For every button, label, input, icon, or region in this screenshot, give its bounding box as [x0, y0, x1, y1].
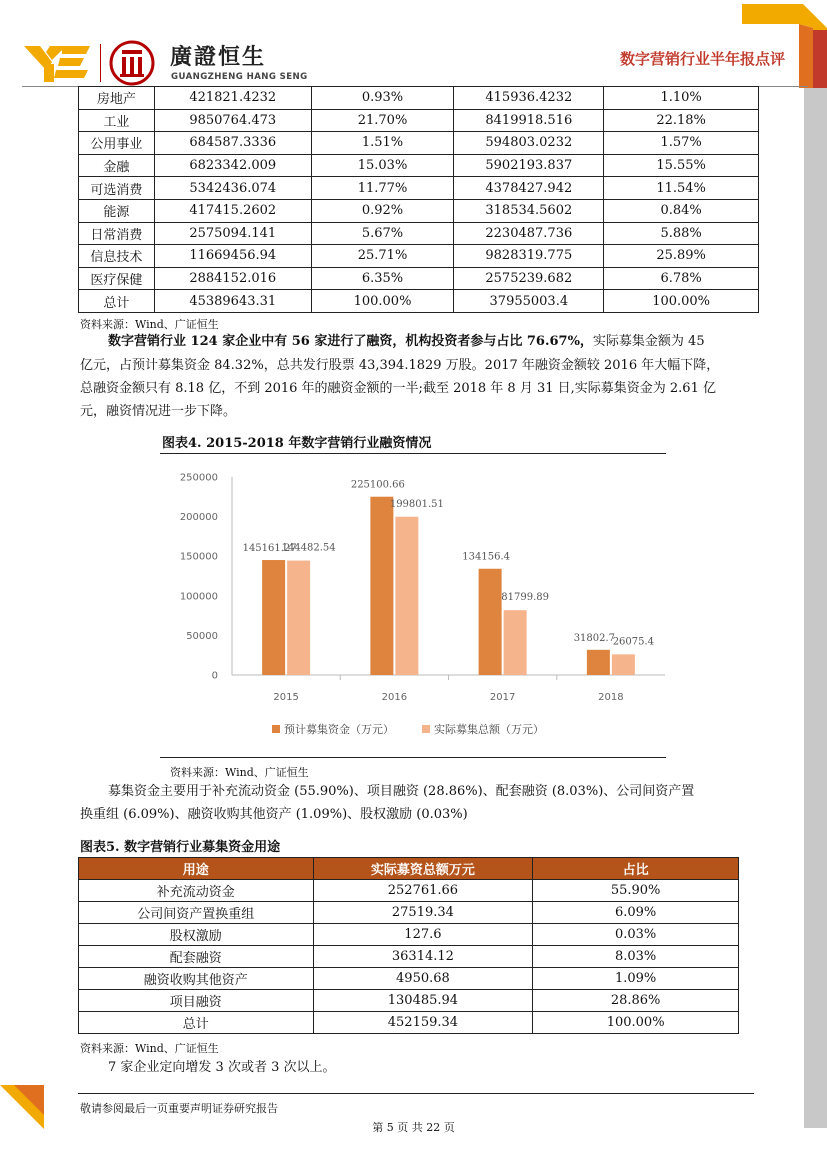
row-label: 补充流动资金: [79, 880, 314, 902]
logo-icon: [22, 40, 92, 84]
row-label: 公司间资产置换重组: [79, 902, 314, 924]
table-cell: 1.10%: [604, 87, 759, 110]
table-cell: 4378427.942: [454, 177, 604, 200]
report-title: 数字营销行业半年报点评: [619, 50, 785, 68]
table-cell: 127.6: [313, 924, 533, 946]
row-label: 日常消费: [79, 222, 155, 245]
data-label: 199801.51: [389, 498, 444, 510]
table-cell: 130485.94: [313, 990, 533, 1012]
table-cell: 2884152.016: [154, 267, 311, 290]
table-cell: 2230487.736: [454, 222, 604, 245]
table-cell: 100.00%: [604, 290, 759, 313]
table-cell: 2575239.682: [454, 267, 604, 290]
table-row: [79, 990, 739, 1012]
x-tick-label: 2018: [598, 692, 624, 703]
figure5-source: 资料来源：Wind、广证恒生: [80, 1042, 219, 1055]
bar-2015-actual: [287, 561, 310, 675]
table-cell: 6.35%: [311, 267, 454, 290]
row-label: 工业: [79, 109, 155, 132]
table-row: [79, 968, 739, 990]
table-row: [79, 109, 759, 132]
table-cell: 594803.0232: [454, 132, 604, 155]
y-tick-label: 150000: [179, 551, 218, 563]
data-label: 225100.66: [350, 479, 405, 491]
paragraph-financing-summary: [108, 330, 748, 354]
summary-line2: 亿元，占预计募集资金 84.32%，总共发行股票 43,394.1829 万股。2017 年融资金额较 2016 年大幅下降，: [80, 358, 720, 373]
table-row: [79, 87, 759, 110]
x-tick-label: 2016: [381, 692, 408, 703]
table-cell: 0.93%: [311, 87, 454, 110]
table-cell: 6.78%: [604, 267, 759, 290]
table-cell: 5902193.837: [454, 154, 604, 177]
table-cell: 1.51%: [311, 132, 454, 155]
data-label: 81799.89: [501, 592, 549, 604]
table-cell: 2575094.141: [154, 222, 311, 245]
column-header: 实际募资总额万元: [313, 858, 533, 880]
table-cell: 11.54%: [604, 177, 759, 200]
table-cell: 0.03%: [533, 924, 739, 946]
summary-line1: 实际募集金额为 45: [592, 334, 705, 349]
table-cell: 100.00%: [533, 1012, 739, 1034]
figure5-caption: 图表5. 数字营销行业募集资金用途: [80, 840, 281, 855]
table-row: [79, 880, 739, 902]
row-label: 总计: [79, 290, 155, 313]
table-row: [79, 290, 759, 313]
brand-name-en: GUANGZHENG HANG SENG: [171, 72, 308, 82]
table-row: [79, 946, 739, 968]
row-label: 信息技术: [79, 245, 155, 268]
table-cell: 0.92%: [311, 199, 454, 222]
figure4-rule-top: [160, 453, 666, 454]
table-cell: 452159.34: [313, 1012, 533, 1034]
table-cell: 25.89%: [604, 245, 759, 268]
data-label: 26075.4: [612, 636, 655, 648]
data-label: 31802.7: [573, 632, 616, 644]
table-cell: 37955003.4: [454, 290, 604, 313]
table-cell: 4950.68: [313, 968, 533, 990]
table-row: [79, 902, 739, 924]
y-tick-label: 0: [211, 670, 218, 682]
header-separator: [100, 44, 101, 82]
table-cell: 6823342.009: [154, 154, 311, 177]
table-row: [79, 154, 759, 177]
brand-name: 廣證恒生: [170, 45, 267, 70]
row-label: 项目融资: [79, 990, 314, 1012]
industry-financing-table: [78, 86, 759, 313]
corner-decoration: [737, 0, 827, 88]
table-cell: 0.84%: [604, 199, 759, 222]
footer-rule: [78, 1093, 754, 1094]
row-label: 可选消费: [79, 177, 155, 200]
table-row: [79, 199, 759, 222]
legend-swatch: [272, 725, 280, 733]
legend-swatch: [422, 725, 430, 733]
table-cell: 55.90%: [533, 880, 739, 902]
bar-2016-planned: [370, 497, 393, 675]
table-cell: 100.00%: [311, 290, 454, 313]
table-cell: 1.57%: [604, 132, 759, 155]
y-tick-label: 250000: [179, 472, 218, 484]
table-cell: 28.86%: [533, 990, 739, 1012]
page-number: 第 5 页 共 22 页: [372, 1121, 455, 1134]
row-label: 金融: [79, 154, 155, 177]
paragraph-placement: 7 家企业定向增发 3 次或者 3 次以上。: [108, 1060, 336, 1075]
table-cell: 684587.3336: [154, 132, 311, 155]
funds-usage-table: [78, 857, 739, 1034]
table-cell: 5.88%: [604, 222, 759, 245]
table-row: [79, 132, 759, 155]
financing-bar-chart: [160, 455, 670, 755]
summary-bold: 数字营销行业 124 家企业中有 56 家进行了融资，机构投资者参与占比 76.67%，: [108, 334, 593, 349]
table-cell: 421821.4232: [154, 87, 311, 110]
table-cell: 27519.34: [313, 902, 533, 924]
bar-2017-planned: [479, 569, 502, 675]
side-stripe: [804, 88, 827, 1128]
row-label: 配套融资: [79, 946, 314, 968]
table-cell: 6.09%: [533, 902, 739, 924]
legend-label: 预计募集资金（万元）: [284, 723, 394, 736]
bar-2015-planned: [262, 560, 285, 675]
x-tick-label: 2015: [273, 692, 299, 703]
figure4-source: 资料来源：Wind、广证恒生: [170, 766, 309, 779]
column-header: 占比: [533, 858, 739, 880]
table-cell: 8.03%: [533, 946, 739, 968]
table-cell: 9850764.473: [154, 109, 311, 132]
table-cell: 36314.12: [313, 946, 533, 968]
table-cell: 11669456.94: [154, 245, 311, 268]
table-cell: 22.18%: [604, 109, 759, 132]
y-tick-label: 50000: [186, 630, 218, 642]
table-cell: 417415.2602: [154, 199, 311, 222]
table-cell: 5.67%: [311, 222, 454, 245]
row-label: 房地产: [79, 87, 155, 110]
y-tick-label: 200000: [179, 512, 218, 524]
table-cell: 25.71%: [311, 245, 454, 268]
x-tick-label: 2017: [489, 692, 516, 703]
row-label: 医疗保健: [79, 267, 155, 290]
data-label: 145161.27: [242, 543, 297, 555]
table-cell: 252761.66: [313, 880, 533, 902]
summary-line4: 元，融资情况进一步下降。: [80, 404, 237, 419]
row-label: 融资收购其他资产: [79, 968, 314, 990]
table-cell: 318534.5602: [454, 199, 604, 222]
data-label: 144482.54: [281, 542, 336, 554]
y-tick-label: 100000: [179, 591, 218, 603]
table-cell: 5342436.074: [154, 177, 311, 200]
table-cell: 8419918.516: [454, 109, 604, 132]
usage-line2: 换重组 (6.09%)、融资收购其他资产 (1.09%)、股权激励 (0.03%): [80, 807, 468, 822]
summary-line3: 总融资金额只有 8.18 亿，不到 2016 年的融资金额的一半;截至 2018 年 8 月 31 日,实际募集资金为 2.61 亿: [80, 381, 716, 396]
table-cell: 15.55%: [604, 154, 759, 177]
table-cell: 21.70%: [311, 109, 454, 132]
figure4-caption: 图表4. 2015-2018 年数字营销行业融资情况: [162, 436, 432, 451]
table-row: [79, 177, 759, 200]
row-label: 总计: [79, 1012, 314, 1034]
table-cell: 15.03%: [311, 154, 454, 177]
bar-2018-actual: [612, 654, 635, 675]
table-cell: 11.77%: [311, 177, 454, 200]
row-label: 能源: [79, 199, 155, 222]
table-row: [79, 267, 759, 290]
column-header: 用途: [79, 858, 314, 880]
table-row: [79, 222, 759, 245]
bar-2018-planned: [587, 650, 610, 675]
figure4-rule-bottom: [160, 757, 666, 758]
table-row: [79, 245, 759, 268]
legend-label: 实际募集总额（万元）: [434, 723, 544, 736]
table-cell: 45389643.31: [154, 290, 311, 313]
table-cell: 1.09%: [533, 968, 739, 990]
bar-2017-actual: [504, 610, 527, 675]
table-row: [79, 924, 739, 946]
usage-line1: 募集资金主要用于补充流动资金 (55.90%)、项目融资 (28.86%)、配套融资 (8.03%)、公司间资产置: [108, 784, 695, 799]
table-cell: 9828319.775: [454, 245, 604, 268]
data-label: 134156.4: [462, 551, 510, 563]
table-cell: 415936.4232: [454, 87, 604, 110]
table-row: [79, 1012, 739, 1034]
bar-2016-actual: [395, 517, 418, 675]
footer-disclaimer: 敬请参阅最后一页重要声明证券研究报告: [80, 1102, 278, 1115]
brand-seal-icon: [108, 40, 158, 86]
table-source: 资料来源：Wind、广证恒生: [80, 318, 219, 331]
row-label: 股权激励: [79, 924, 314, 946]
row-label: 公用事业: [79, 132, 155, 155]
